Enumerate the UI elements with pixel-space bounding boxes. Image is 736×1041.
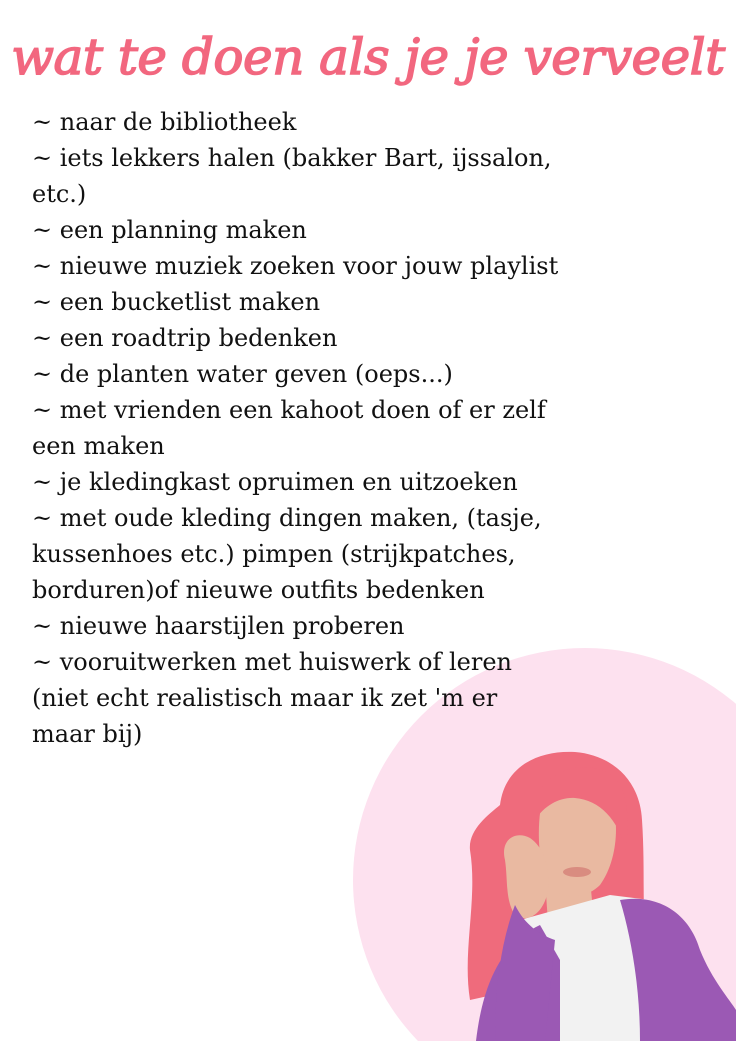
list-item: ~ een roadtrip bedenken — [32, 324, 338, 352]
lips — [563, 867, 591, 877]
list-item: ~ met oude kleding dingen maken, (tasje, kussenhoes etc.) pimpen (strijkpatches, borduren)of nieuwe outfits bedenken — [32, 504, 542, 604]
list-item: ~ vooruitwerken met huiswerk of leren (niet echt realistisch maar ik zet 'm er maar bij) — [32, 648, 512, 748]
activity-list — [32, 104, 562, 752]
list-item: ~ de planten water geven (oeps...) — [32, 360, 453, 388]
list-item: ~ een planning maken — [32, 216, 307, 244]
list-item: ~ een bucketlist maken — [32, 288, 321, 316]
list-item: ~ nieuwe haarstijlen proberen — [32, 612, 405, 640]
list-item: ~ met vrienden een kahoot doen of er zelf een maken — [32, 396, 546, 460]
list-item: ~ naar de bibliotheek — [32, 108, 297, 136]
list-item: ~ je kledingkast opruimen en uitzoeken — [32, 468, 518, 496]
list-item: ~ iets lekkers halen (bakker Bart, ijssalon, etc.) — [32, 144, 552, 208]
page-title: wat te doen als je je verveelt — [11, 28, 725, 86]
list-item: ~ nieuwe muziek zoeken voor jouw playlist — [32, 252, 559, 280]
